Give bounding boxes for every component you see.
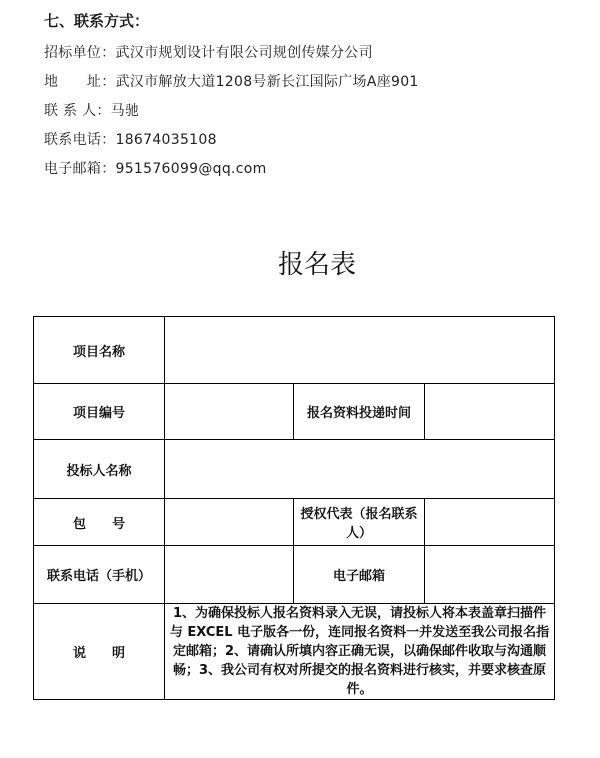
row-project-name: [34, 317, 555, 384]
auth-rep-field[interactable]: [425, 499, 555, 546]
contact-person: [44, 100, 139, 120]
contact-person-label: 联 系 人：: [44, 103, 111, 119]
registration-table: [33, 316, 555, 700]
form-title: 报名表: [277, 250, 356, 280]
row-note: [34, 604, 555, 700]
contact-phone-value: 18674035108: [115, 132, 217, 148]
phone-label: 联系电话（手机）: [34, 546, 165, 604]
delivery-time-label: 报名资料投递时间: [294, 384, 425, 440]
project-no-label: 项目编号: [34, 384, 165, 440]
email-label: 电子邮箱: [294, 546, 425, 604]
project-no-field[interactable]: [165, 384, 294, 440]
note-text: 1、为确保投标人报名资料录入无误，请投标人将本表盖章扫描件与 EXCEL 电子版各一份，连同报名资料一并发送至我公司报名指定邮箱；2、请确认所填内容正确无误，以确保邮件收取与沟通顺畅；3、我公司有权对所提交的报名资料进行核实，并要求核查原件。: [165, 604, 555, 700]
project-name-label: 项目名称: [34, 317, 165, 384]
project-name-field[interactable]: [165, 317, 555, 384]
contact-unit: [44, 42, 373, 62]
contact-address: [44, 71, 419, 91]
contact-unit-label: 招标单位：: [44, 45, 116, 61]
auth-rep-label: 授权代表（报名联系人）: [294, 499, 425, 546]
contact-email-label: 电子邮箱：: [44, 161, 116, 177]
row-project-no: [34, 384, 555, 440]
contact-email-value: 951576099@qq.com: [115, 161, 267, 177]
delivery-time-field[interactable]: [425, 384, 555, 440]
note-label: 说 明: [34, 604, 165, 700]
contact-phone: [44, 129, 217, 149]
contact-address-value: 武汉市解放大道1208号新长江国际广场A座901: [115, 74, 419, 90]
contact-email: [44, 158, 267, 178]
row-package: [34, 499, 555, 546]
contact-person-value: 马驰: [110, 103, 140, 119]
contact-address-label: 地 址：: [44, 74, 116, 90]
row-bidder-name: [34, 440, 555, 499]
contact-phone-label: 联系电话：: [44, 132, 116, 148]
contact-unit-value: 武汉市规划设计有限公司规创传媒分公司: [115, 45, 373, 61]
bidder-name-field[interactable]: [165, 440, 555, 499]
row-phone: [34, 546, 555, 604]
package-label: 包 号: [34, 499, 165, 546]
email-field[interactable]: [425, 546, 555, 604]
phone-field[interactable]: [165, 546, 294, 604]
package-field[interactable]: [165, 499, 294, 546]
bidder-name-label: 投标人名称: [34, 440, 165, 499]
section-title: 七、联系方式：: [44, 12, 150, 30]
